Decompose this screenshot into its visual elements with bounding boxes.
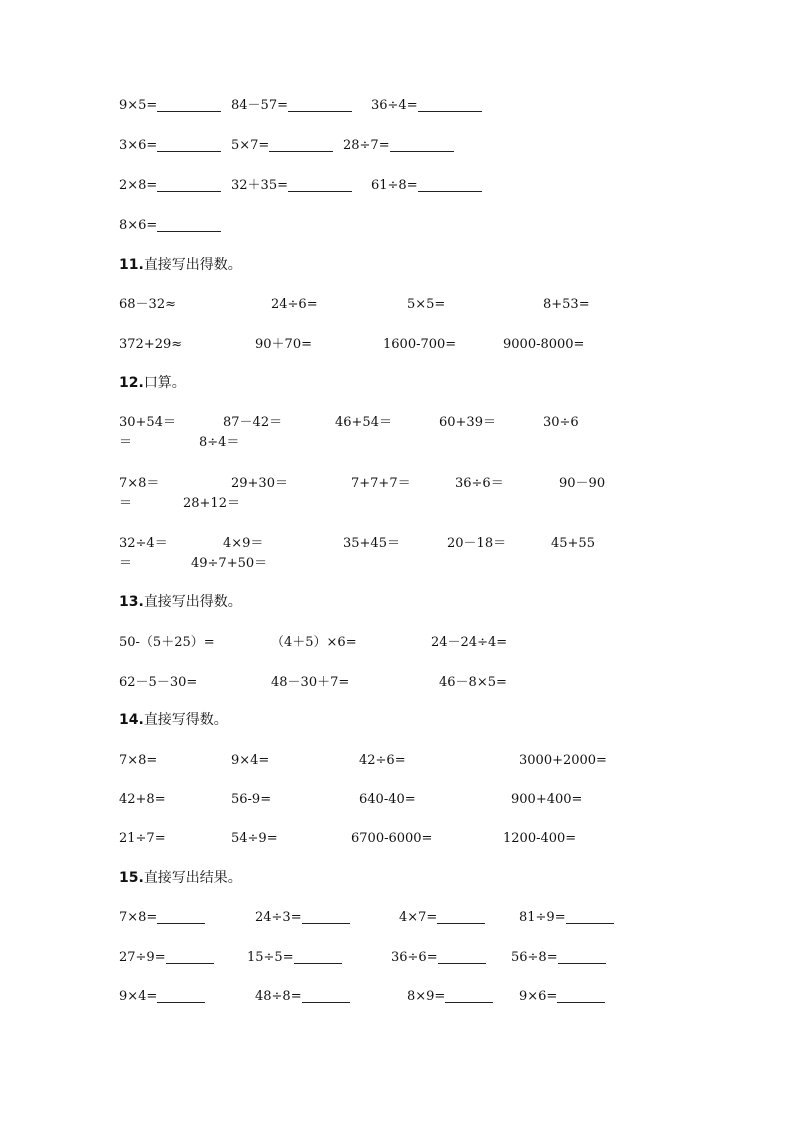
answer-blank[interactable] <box>157 97 221 112</box>
answer-blank[interactable] <box>288 177 352 192</box>
problem: 24－24÷4= <box>431 635 508 650</box>
problem: 6700-6000= <box>351 831 433 846</box>
answer-blank[interactable] <box>157 909 205 924</box>
q15-row-2 <box>0 948 793 972</box>
problem: 68－32≈ <box>119 297 176 312</box>
q14-row-1 <box>0 751 793 775</box>
problem: 36÷6= <box>391 948 486 968</box>
question-title: 15.直接写出结果。 <box>119 870 242 886</box>
q11-row-1 <box>0 295 793 319</box>
problem: 54÷9= <box>231 831 278 846</box>
problem: 46+54＝ <box>335 415 392 430</box>
problem: 1600-700= <box>383 337 457 352</box>
problem: 3000+2000= <box>519 753 607 768</box>
problem: 4×9＝ <box>223 536 264 551</box>
problem: 61÷8= <box>371 176 482 196</box>
q15-row-3 <box>0 987 793 1011</box>
problem: 15÷5= <box>247 948 342 968</box>
problem: 1200-400= <box>503 831 577 846</box>
problem: 900+400= <box>511 792 583 807</box>
problem: 87－42＝ <box>223 415 283 430</box>
problem: 48÷8= <box>255 987 350 1007</box>
problem: 20－18＝ <box>447 536 507 551</box>
answer-blank[interactable] <box>294 949 342 964</box>
problem: 60+39＝ <box>439 415 496 430</box>
problem: 81÷9= <box>519 908 614 928</box>
problem: 45+55 <box>551 536 595 551</box>
problem: 21÷7= <box>119 831 166 846</box>
problem: 32＋35= <box>231 176 352 196</box>
problem-continuation: ＝ <box>119 435 133 450</box>
problem: 9×6= <box>519 987 605 1007</box>
problem: 5×5= <box>407 297 446 312</box>
problem: 42+8= <box>119 792 166 807</box>
problem: 8×6= <box>119 216 221 236</box>
problem: 35+45＝ <box>343 536 400 551</box>
answer-blank[interactable] <box>558 949 606 964</box>
answer-blank[interactable] <box>445 988 493 1003</box>
problem: 56÷8= <box>511 948 606 968</box>
problem: 7+7+7＝ <box>351 476 411 491</box>
answer-blank[interactable] <box>302 988 350 1003</box>
answer-blank[interactable] <box>269 137 333 152</box>
problem: 84－57= <box>231 96 352 116</box>
problem: 9000-8000= <box>503 337 585 352</box>
q14-row-3 <box>0 829 793 853</box>
q12-line-4 <box>0 494 793 518</box>
question-title: 13.直接写出得数。 <box>119 594 242 610</box>
problem: 46－8×5= <box>439 675 507 690</box>
answer-blank[interactable] <box>437 909 485 924</box>
problem: 7×8= <box>119 908 205 928</box>
problem: 50-（5＋25）= <box>119 635 215 650</box>
problem-continuation: ＝ <box>119 496 133 511</box>
problem: 30+54＝ <box>119 415 176 430</box>
problem: 3×6= <box>119 136 221 156</box>
problem: 5×7= <box>231 136 333 156</box>
answer-blank[interactable] <box>566 909 614 924</box>
problem: 2×8= <box>119 176 221 196</box>
problem: 42÷6= <box>359 753 406 768</box>
q11-row-2 <box>0 335 793 359</box>
q13-row-1 <box>0 633 793 657</box>
problem: 56-9= <box>231 792 272 807</box>
problem: 28+12＝ <box>183 496 240 511</box>
q10-row-3 <box>0 176 793 200</box>
answer-blank[interactable] <box>157 177 221 192</box>
problem: 32÷4＝ <box>119 536 168 551</box>
q13-row-2 <box>0 673 793 697</box>
problem: 24÷3= <box>255 908 350 928</box>
problem: 36÷4= <box>371 96 482 116</box>
problem: 7×8= <box>119 753 158 768</box>
problem-continuation: ＝ <box>119 556 133 571</box>
problem: 24÷6= <box>271 297 318 312</box>
q10-row-4 <box>0 216 793 240</box>
question-title: 14.直接写得数。 <box>119 712 228 728</box>
problem: 640-40= <box>359 792 416 807</box>
answer-blank[interactable] <box>418 177 482 192</box>
answer-blank[interactable] <box>288 97 352 112</box>
problem: 8×9= <box>407 987 493 1007</box>
problem: 9×4= <box>119 987 205 1007</box>
answer-blank[interactable] <box>157 217 221 232</box>
problem: 372+29≈ <box>119 337 183 352</box>
problem: 49÷7+50＝ <box>191 556 268 571</box>
problem: 29+30＝ <box>231 476 288 491</box>
answer-blank[interactable] <box>166 949 214 964</box>
problem: 8+53= <box>543 297 590 312</box>
problem: 4×7= <box>399 908 485 928</box>
problem: 62－5－30= <box>119 675 198 690</box>
q14-row-2 <box>0 790 793 814</box>
problem: （4＋5）×6= <box>271 635 357 650</box>
q12-line-2 <box>0 433 793 457</box>
problem: 9×5= <box>119 96 221 116</box>
answer-blank[interactable] <box>418 97 482 112</box>
answer-blank[interactable] <box>557 988 605 1003</box>
answer-blank[interactable] <box>157 988 205 1003</box>
problem: 48－30＋7= <box>271 675 350 690</box>
problem: 9×4= <box>231 753 270 768</box>
problem: 30÷6 <box>543 415 579 430</box>
answer-blank[interactable] <box>390 137 454 152</box>
q15-row-1 <box>0 908 793 932</box>
problem: 90＋70= <box>255 337 312 352</box>
problem: 28÷7= <box>343 136 454 156</box>
q12-line-6 <box>0 554 793 578</box>
problem: 90－90 <box>559 476 606 491</box>
problem: 8÷4＝ <box>199 435 240 450</box>
question-title: 12.口算。 <box>119 375 186 391</box>
q10-row-2 <box>0 136 793 160</box>
q10-row-1 <box>0 96 793 120</box>
answer-blank[interactable] <box>302 909 350 924</box>
problem: 7×8＝ <box>119 476 160 491</box>
problem: 36÷6＝ <box>455 476 504 491</box>
problem: 27÷9= <box>119 948 214 968</box>
answer-blank[interactable] <box>438 949 486 964</box>
answer-blank[interactable] <box>157 137 221 152</box>
question-title: 11.直接写出得数。 <box>119 257 242 273</box>
